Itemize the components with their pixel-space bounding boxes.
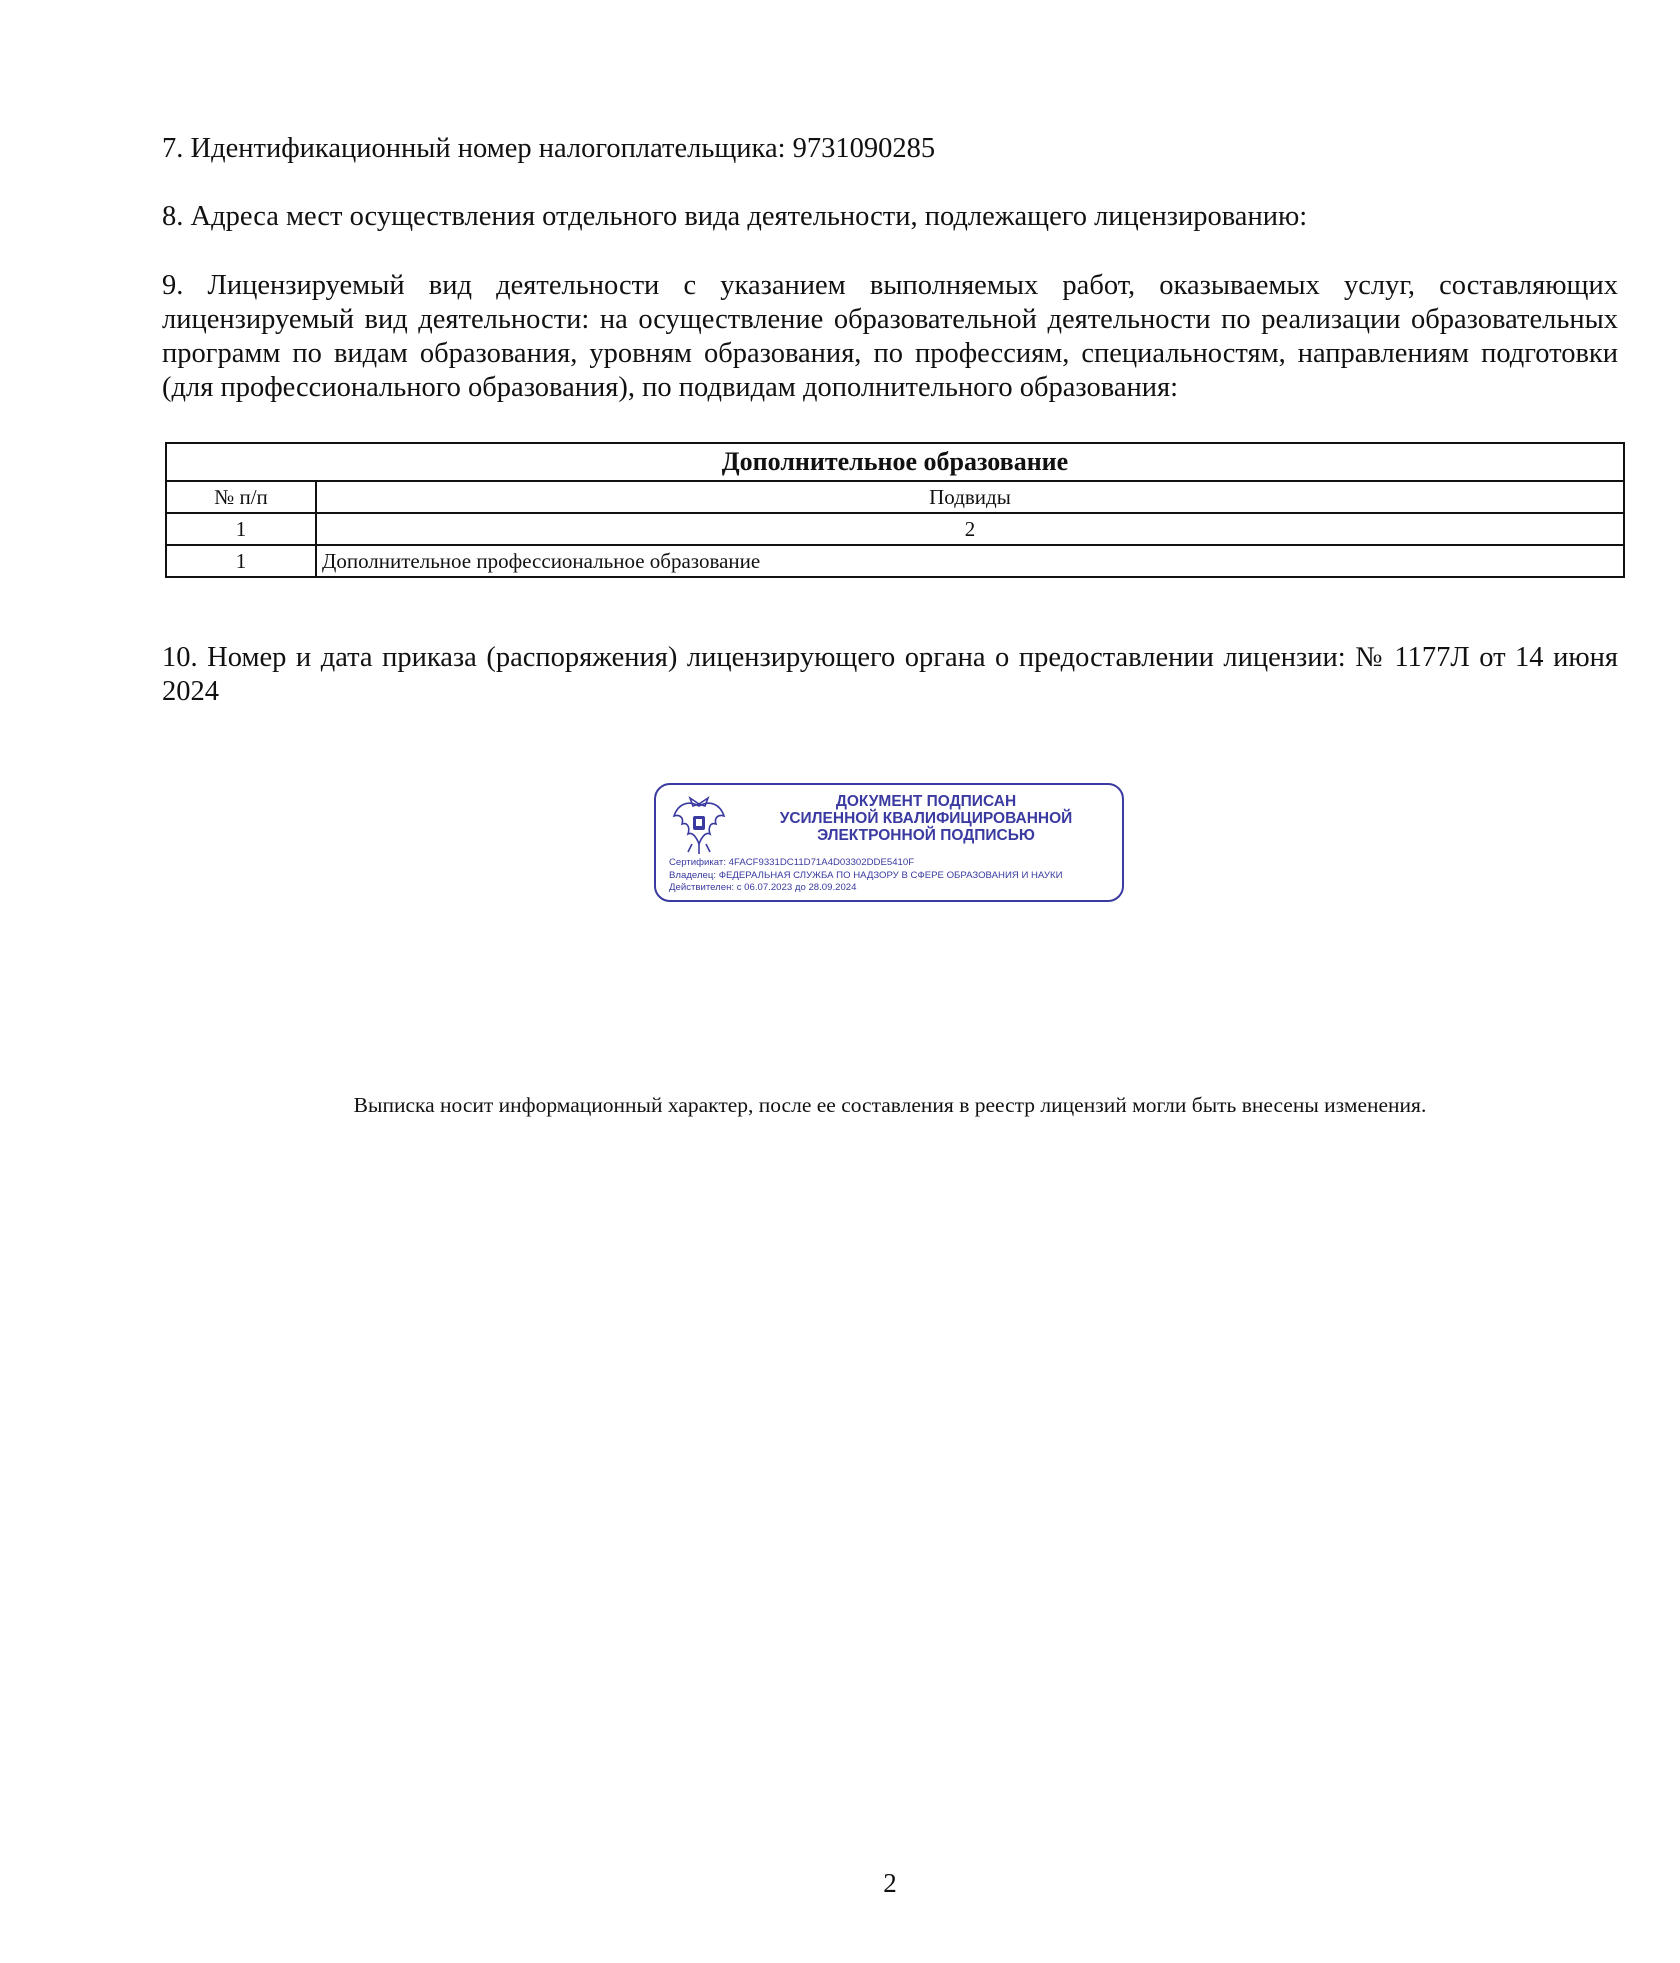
table-index-row <box>166 513 1624 545</box>
item-8-addresses: 8. Адреса мест осуществления отдельного вида деятельности, подлежащего лицензированию: <box>162 201 1308 232</box>
electronic-signature-stamp <box>654 783 1124 902</box>
stamp-validity: Действителен: с 06.07.2023 до 28.09.2024 <box>669 882 857 893</box>
stamp-title <box>736 793 1116 844</box>
stamp-owner: Владелец: ФЕДЕРАЛЬНАЯ СЛУЖБА ПО НАДЗОРУ В СФЕРЕ ОБРАЗОВАНИЯ И НАУКИ <box>669 869 1063 881</box>
table-title: Дополнительное образование <box>166 443 1624 481</box>
item-10-order: 10. Номер и дата приказа (распоряжения) лицензирующего органа о предоставлении лицензии: № 1177Л от 14 июня 2024 <box>162 642 1618 707</box>
row-number-cell: 1 <box>166 545 316 577</box>
row-subtype-cell: Дополнительное профессиональное образование <box>316 545 1624 577</box>
education-table <box>165 442 1625 578</box>
column-header-subtypes: Подвиды <box>316 481 1624 513</box>
column-header-number: № п/п <box>166 481 316 513</box>
disclaimer-note: Выписка носит информационный характер, после ее составления в реестр лицензий могли быть внесены изменения. <box>353 1093 1427 1117</box>
index-cell: 1 <box>166 513 316 545</box>
item-9-activity: 9. Лицензируемый вид деятельности с указанием выполняемых работ, оказываемых услуг, составляющих лицензируемый вид деятельности: на осуществление образовательной деятельности по реализации образовательных программ по видам образования, уровням образования, по профессиям, специальностям, направлениям подготовки (для профессионального образования), по подвидам дополнительного образования: <box>162 270 1618 403</box>
item-7-inn: 7. Идентификационный номер налогоплательщика: 9731090285 <box>162 133 936 164</box>
stamp-details <box>669 857 1063 895</box>
stamp-title-line: ЭЛЕКТРОННОЙ ПОДПИСЬЮ <box>817 827 1035 844</box>
stamp-title-line: УСИЛЕННОЙ КВАЛИФИЦИРОВАННОЙ <box>779 810 1073 827</box>
index-cell: 2 <box>316 513 1624 545</box>
coat-of-arms-icon <box>670 794 728 856</box>
stamp-title-line: ДОКУМЕНТ ПОДПИСАН <box>835 793 1017 810</box>
stamp-certificate: Сертификат: 4FACF9331DC11D71A4D03302DDE5410F <box>669 857 915 868</box>
page-number: 2 <box>883 1868 897 1898</box>
table-row <box>166 545 1624 577</box>
